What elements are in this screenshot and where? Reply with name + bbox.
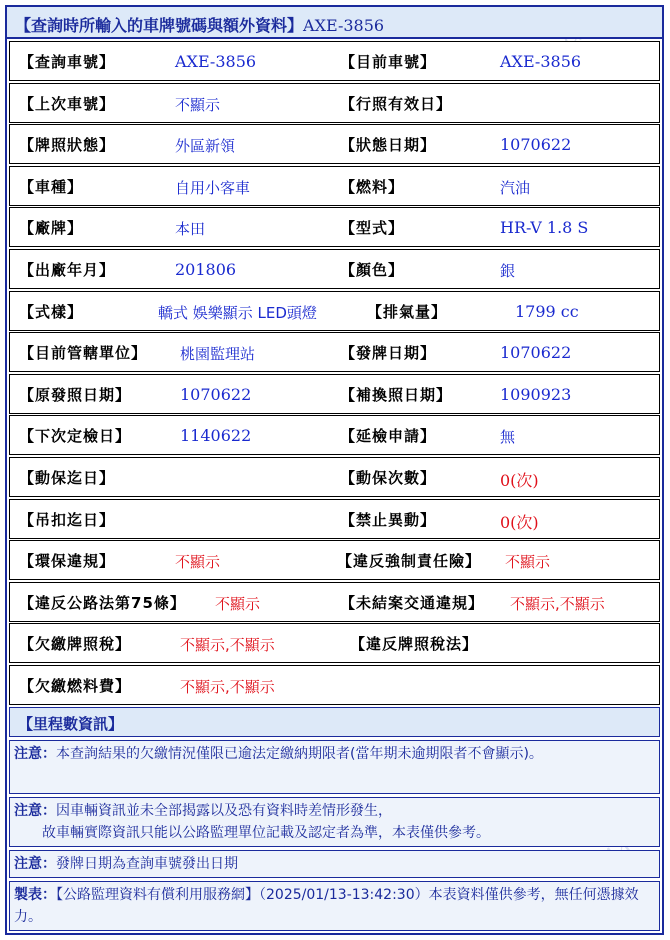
- table-row: [9, 249, 660, 289]
- field-value: 本田: [175, 220, 206, 239]
- field-value: 不顯示: [505, 553, 551, 572]
- field-value: 不顯示: [175, 95, 221, 114]
- field-value: 0(次): [500, 471, 539, 490]
- field-value: 不顯示: [175, 553, 221, 572]
- report-footer: [9, 881, 660, 931]
- table-row: [9, 499, 660, 539]
- field-label: 【目前車號】: [340, 53, 437, 71]
- field-value: 1070622: [180, 384, 252, 404]
- field-label: 【未結案交通違規】: [340, 593, 485, 612]
- table-row: [9, 166, 660, 206]
- header-plate: AXE-3856: [303, 16, 385, 35]
- field-label: 【下次定檢日】: [19, 427, 132, 446]
- note-disclaimer: [9, 797, 660, 847]
- field-label: 【目前管轄單位】: [19, 344, 148, 363]
- table-row: [9, 83, 660, 123]
- field-value: 外區新領: [175, 137, 236, 156]
- field-label: 【牌照狀態】: [19, 136, 116, 155]
- field-label: 【違反公路法第75條】: [19, 593, 186, 612]
- field-label: 【禁止異動】: [340, 510, 437, 529]
- field-value: 不顯示,不顯示: [180, 678, 275, 696]
- field-value: 自用小客車: [175, 178, 251, 197]
- field-value: AXE-3856: [175, 52, 257, 71]
- field-label: 【補換照日期】: [340, 385, 453, 404]
- table-row: [9, 665, 660, 705]
- field-value: 銀: [500, 262, 516, 280]
- mileage-section-title: 【里程數資訊】: [18, 715, 124, 733]
- field-label: 【吊扣迄日】: [19, 510, 116, 529]
- field-value: 0(次): [500, 512, 539, 532]
- report-header: [5, 5, 664, 39]
- note-text: 本查詢結果的欠繳情況僅限已逾法定繳納期限者(當年期未逾期限者不會顯示)。: [56, 746, 543, 762]
- note-label: 注意：: [14, 746, 56, 762]
- note-arrears: [9, 740, 660, 794]
- field-label: 【燃料】: [340, 177, 405, 196]
- table-row: [9, 415, 660, 455]
- mileage-section-header: [9, 707, 660, 737]
- field-value: AXE-3856: [500, 52, 582, 71]
- table-row: [9, 374, 660, 414]
- field-label: 【動保迄日】: [19, 469, 116, 487]
- field-label: 【違反強制責任險】: [337, 552, 482, 571]
- table-row: [9, 41, 660, 81]
- note-issue-date: [9, 850, 660, 878]
- field-value: 桃園監理站: [180, 345, 256, 364]
- field-label: 【廠牌】: [19, 219, 84, 238]
- field-value: 不顯示,不顯示: [180, 636, 275, 655]
- field-label: 【欠繳牌照稅】: [19, 635, 132, 654]
- footer-text: 【公路監理資料有償利用服務網】（2025/01/13-13:42:30）本表資料僅供參考，無任何憑據效力。: [14, 887, 639, 925]
- field-label: 【排氣量】: [367, 302, 448, 321]
- field-value: 1140622: [180, 426, 252, 446]
- field-label: 【原發照日期】: [19, 385, 132, 404]
- field-label: 【查詢車號】: [19, 53, 116, 71]
- field-value: 1070622: [500, 343, 572, 363]
- field-value: 無: [500, 428, 516, 447]
- field-label: 【違反牌照稅法】: [350, 635, 479, 654]
- table-row: [9, 623, 660, 663]
- field-value: 不顯示: [215, 594, 261, 613]
- field-label: 【型式】: [340, 219, 405, 238]
- field-label: 【車種】: [19, 177, 84, 196]
- field-label: 【延檢申請】: [340, 427, 437, 446]
- field-label: 【出廠年月】: [19, 261, 116, 279]
- table-row: [9, 124, 660, 164]
- table-row: [9, 207, 660, 247]
- table-row: [9, 457, 660, 497]
- field-label: 【狀態日期】: [340, 136, 437, 155]
- table-row: [9, 540, 660, 580]
- field-label: 【上次車號】: [19, 94, 116, 113]
- note-label: 注意：: [14, 803, 56, 819]
- field-label: 【顏色】: [340, 261, 405, 279]
- note-text: 發牌日期為查詢車號發出日期: [56, 856, 238, 872]
- note-text-line2: 故車輛實際資訊只能以公路監理單位記載及認定者為準，本表僅供參考。: [42, 825, 490, 841]
- field-value: 1799 cc: [515, 301, 579, 321]
- field-label: 【發牌日期】: [340, 344, 437, 363]
- field-value: 1070622: [500, 135, 572, 155]
- field-value: 1090923: [500, 384, 572, 404]
- note-text-line1: 因車輛資訊並未全部揭露以及恐有資料時差情形發生，: [56, 803, 392, 819]
- table-row: [9, 582, 660, 622]
- field-value: 轎式 娛樂顯示 LED頭燈: [158, 303, 317, 322]
- footer-label: 製表：: [14, 887, 56, 903]
- table-row: [9, 291, 660, 331]
- field-label: 【式樣】: [19, 302, 84, 321]
- field-label: 【環保違規】: [19, 552, 116, 571]
- header-title-label: 【查詢時所輸入的車牌號碼與額外資料】: [15, 16, 304, 35]
- header-title: [15, 13, 384, 36]
- field-label: 【欠繳燃料費】: [19, 677, 132, 695]
- field-value: 201806: [175, 260, 237, 279]
- field-value: 不顯示,不顯示: [510, 594, 605, 613]
- field-label: 【行照有效日】: [340, 94, 453, 113]
- field-label: 【動保次數】: [340, 469, 437, 487]
- note-label: 注意：: [14, 856, 56, 872]
- field-value: 汽油: [500, 178, 531, 197]
- table-row: [9, 332, 660, 372]
- field-value: HR-V 1.8 S: [500, 218, 589, 238]
